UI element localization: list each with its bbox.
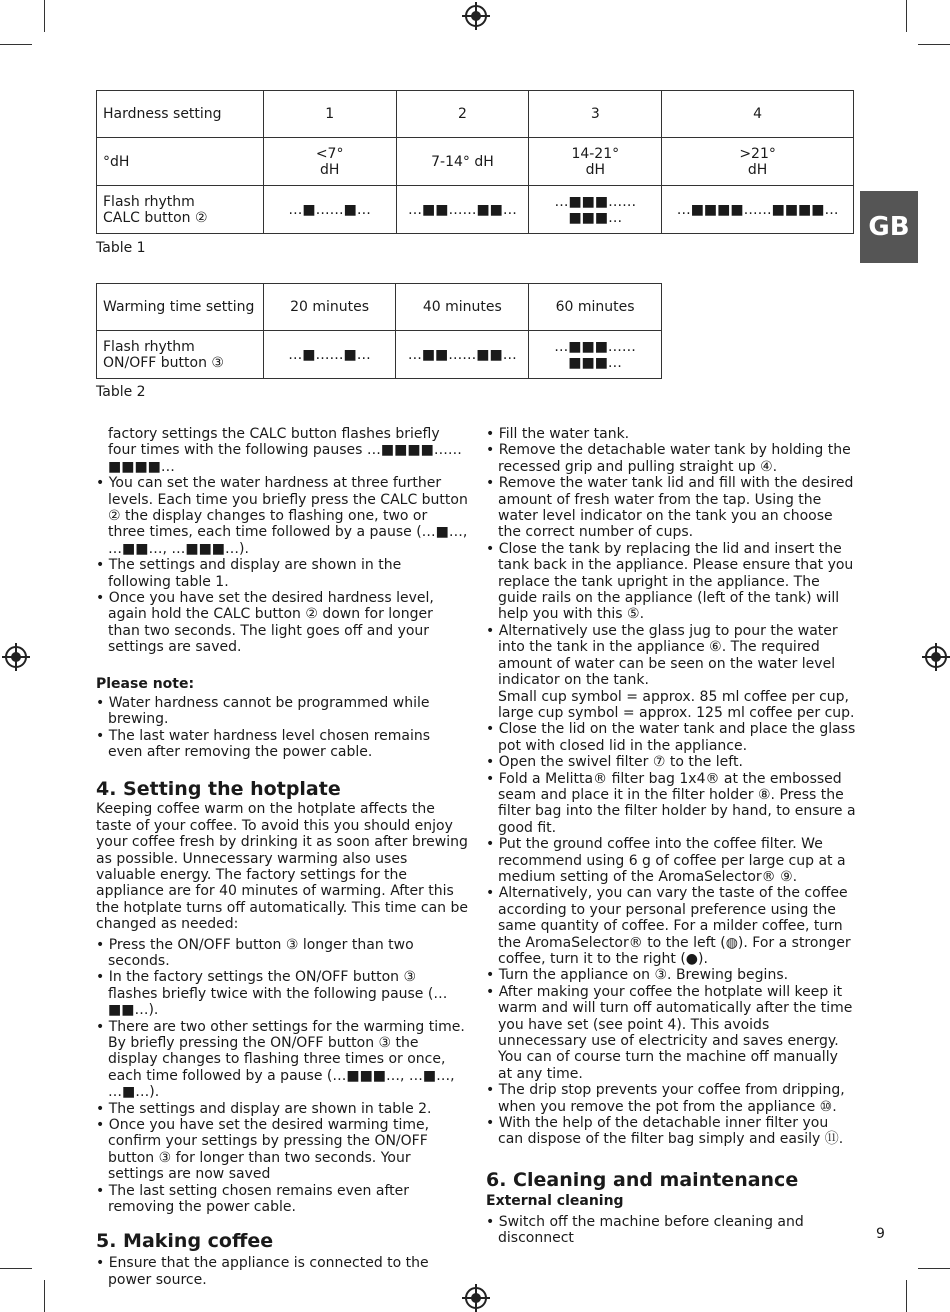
warming-table [96, 283, 662, 379]
paragraph: Keeping coffee warm on the hotplate affects the taste of your coffee. To avoid this you should enjoy your coffee fresh by drinking it as soon after brewing as possible. Unnecessary warming also uses valuable energy. The factory settings for the appliance are for 40 minutes of warming. After this the hotplate turns off automatically. This time can be changed as needed: [96, 801, 468, 933]
list-item: • Once you have set the desired hardness level, again hold the CALC button ② down for longer than two seconds. The light goes off and your settings are saved. [96, 590, 434, 656]
list-item: • Fill the water tank. [486, 426, 630, 442]
table-caption: Table 1 [96, 240, 146, 256]
table-cell: Flash rhythm CALC button ② [97, 186, 264, 234]
table-cell: °dH [97, 138, 264, 186]
crop-mark [44, 1280, 45, 1312]
list-item: • The last water hardness level chosen remains even after removing the power cable. [96, 727, 431, 760]
table-caption: Table 2 [96, 384, 146, 400]
subsection-heading: External cleaning [486, 1192, 624, 1209]
list-item: • Remove the detachable water tank by holding the recessed grip and pulling straight up ④. [486, 442, 851, 475]
table-cell: …■……■… [263, 331, 396, 379]
section-heading: 6. Cleaning and maintenance [486, 1168, 799, 1191]
list-item: • Fold a Melitta® filter bag 1x4® at the embossed seam and place it in the filter holder ⑧. Press the filter bag into the filter holder by hand, to ensure a good fit. [486, 770, 856, 836]
table-cell: 2 [396, 91, 529, 138]
list-item: • Water hardness cannot be programmed while brewing. [96, 694, 430, 728]
table-header-row [97, 91, 854, 138]
table-header-row [97, 284, 662, 331]
crop-mark [906, 0, 907, 32]
crop-mark [44, 0, 45, 32]
list-item: • Ensure that the appliance is connected to the power source. [96, 1255, 429, 1288]
table-row [97, 138, 854, 186]
registration-mark-icon [925, 646, 947, 668]
list-item: • Press the ON/OFF button ③ longer than two seconds. [96, 936, 414, 969]
list-item: • You can set the water hardness at three further levels. Each time you briefly press the CALC button ② the display changes to flashing one, two or three times, each time followed by a pause (…■…, …■■…, …■■■…). [96, 475, 468, 557]
paragraph: Small cup symbol = approx. 85 ml coffee per cup, [498, 688, 849, 705]
crop-mark [0, 1268, 32, 1269]
table-cell: Hardness setting [97, 91, 264, 138]
list-item: • The settings and display are shown in table 2. [96, 1100, 432, 1117]
registration-mark-icon [465, 5, 487, 27]
table-cell: >21° dH [662, 138, 854, 186]
list-item: • Remove the water tank lid and fill with the desired amount of fresh water from the tap. Using the water level indicator on the tank you an choose the correct number of cups. [486, 475, 854, 541]
table-cell: Flash rhythm ON/OFF button ③ [97, 331, 264, 379]
paragraph: factory settings the CALC button flashes briefly four times with the following pauses …■■■■……■■■■… [108, 426, 462, 475]
table-cell: …■……■… [263, 186, 396, 234]
table-row [97, 331, 662, 379]
list-item: • The last setting chosen remains even after removing the power cable. [96, 1182, 409, 1216]
list-item: • Switch off the machine before cleaning and disconnect [486, 1213, 804, 1247]
list-item: • Turn the appliance on ③. Brewing begins. [486, 967, 789, 984]
right-column [486, 426, 856, 1247]
crop-mark [906, 1280, 907, 1312]
table-cell: …■■■■……■■■■… [662, 186, 854, 234]
list-item: • There are two other settings for the warming time. By briefly pressing the ON/OFF button ③ the display changes to flashing three times or once, each time followed by a pause (…■■■…, …■…, …■…). [96, 1018, 465, 1101]
list-item: • Close the lid on the water tank and place the glass pot with closed lid in the appliance. [486, 721, 856, 754]
section-heading: 5. Making coffee [96, 1230, 274, 1253]
table-row [97, 186, 854, 234]
page-number: 9 [876, 1226, 885, 1242]
table-cell: 3 [529, 91, 662, 138]
list-item: • In the factory settings the ON/OFF button ③ flashes briefly twice with the following pause (…■■…). [96, 969, 448, 1019]
list-item: • With the help of the detachable inner filter you can dispose of the filter bag simply and easily ⑪. [486, 1115, 844, 1148]
list-item: • Close the tank by replacing the lid and insert the tank back in the appliance. Please ensure that you replace the tank upright in the appliance. The guide rails on the appliance (left of the tank) will help you with this ⑤. [486, 540, 854, 623]
table-cell: 1 [263, 91, 396, 138]
list-item: • Alternatively, you can vary the taste of the coffee according to your personal preference using the same quantity of coffee. For a milder coffee, turn the AromaSelector® to the left (◍). For a stronger coffee, turn it to the right (●). [486, 885, 851, 967]
paragraph: large cup symbol = approx. 125 ml coffee per cup. [498, 704, 855, 721]
list-item: • After making your coffee the hotplate will keep it warm and will turn off automatically after the time you have set (see point 4). This avoids unnecessary use of electricity and saves energy. You can of course turn the machine off manually at any time. [486, 983, 853, 1082]
table-cell: …■■……■■… [396, 186, 529, 234]
left-column [96, 426, 468, 1288]
list-item: • Put the ground coffee into the coffee filter. We recommend using 6 g of coffee per large cup at a medium setting of the AromaSelector® ⑨. [486, 836, 846, 885]
table-cell: …■■■……■■■… [529, 331, 662, 379]
table-cell: …■■……■■… [396, 331, 529, 379]
table-cell: Warming time setting [97, 284, 264, 331]
note-heading: Please note: [96, 675, 195, 692]
registration-mark-icon [5, 646, 27, 668]
list-item: • The drip stop prevents your coffee from dripping, when you remove the pot from the appliance ⑩. [486, 1082, 845, 1115]
list-item: • Alternatively use the glass jug to pour the water into the tank in the appliance ⑥. The required amount of water can be seen on the water level indicator on the tank. [486, 622, 838, 689]
list-item: • The settings and display are shown in the following table 1. [96, 557, 402, 590]
registration-mark-icon [465, 1287, 487, 1309]
table-cell: 20 minutes [263, 284, 396, 331]
table-cell: 7-14° dH [396, 138, 529, 186]
language-tab: GB [860, 191, 918, 263]
table-cell: 14-21° dH [529, 138, 662, 186]
section-heading: 4. Setting the hotplate [96, 778, 341, 801]
list-item: • Open the swivel filter ⑦ to the left. [486, 754, 743, 771]
table-cell: 4 [662, 91, 854, 138]
table-cell: 40 minutes [396, 284, 529, 331]
hardness-table [96, 90, 854, 234]
crop-mark [0, 44, 32, 45]
table-cell: 60 minutes [529, 284, 662, 331]
table-cell: <7° dH [263, 138, 396, 186]
crop-mark [918, 44, 950, 45]
crop-mark [918, 1268, 950, 1269]
table-cell: …■■■……■■■… [529, 186, 662, 234]
list-item: • Once you have set the desired warming time, confirm your settings by pressing the ON/OFF button ③ for longer than two seconds. Your settings are now saved [96, 1117, 430, 1183]
